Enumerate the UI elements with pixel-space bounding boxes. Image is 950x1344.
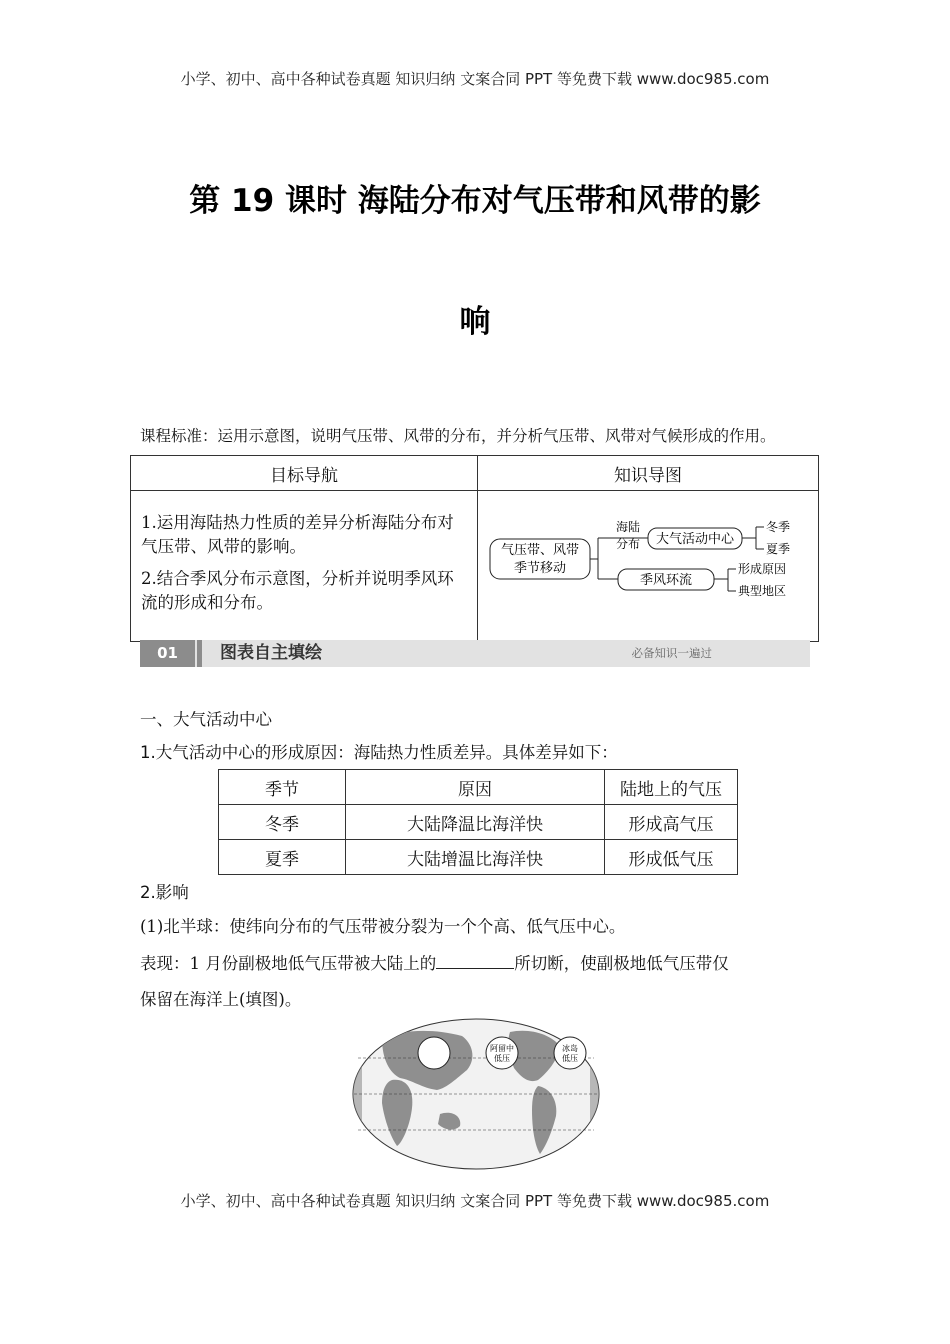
iceland-low-circle: [554, 1037, 586, 1069]
table-header-row: [219, 770, 738, 805]
monsoon-cause-label: 形成原因: [738, 562, 787, 576]
table-header-cell: 季节: [219, 770, 346, 805]
item2-expression-line2: 保留在海洋上(填图)。: [140, 990, 302, 1009]
page-title-line2: 响: [459, 304, 491, 340]
monsoon-label: 季风环流: [639, 573, 693, 588]
section-label: 图表自主填绘: [220, 643, 322, 663]
table-cell: 形成低气压: [605, 840, 738, 875]
aleutian-low-circle: [486, 1037, 518, 1069]
item1-lead: 1.大气活动中心的形成原因：: [140, 743, 354, 762]
mindmap-header: 知识导图: [478, 456, 819, 491]
branch-label-1: 海陆: [615, 520, 641, 534]
table-row: [219, 805, 738, 840]
curriculum-standard: 课程标准：运用示意图，说明气压带、风带的分布，并分析气压带、风带对气候形成的作用。: [140, 427, 776, 445]
page-title-line1: 第 19 课时 海陆分布对气压带和风带的影: [189, 183, 761, 219]
section-note: 必备知识一遍过: [631, 646, 712, 660]
iceland-low-label-1: 冰岛: [562, 1044, 578, 1053]
item1-paragraph: [140, 739, 618, 763]
table-header-cell: 原因: [346, 770, 605, 805]
goal-item: 1.运用海陆热力性质的差异分析海陆分布对气压带、风带的影响。: [141, 513, 454, 556]
table-cell: 大陆降温比海洋快: [346, 805, 605, 840]
goal-list: [131, 491, 478, 642]
branch-label-2: 分布: [615, 537, 641, 551]
summer-label: 夏季: [766, 542, 791, 556]
goal-nav-header: 目标导航: [131, 456, 478, 491]
blank-circle-fill-in[interactable]: [418, 1037, 450, 1069]
expression-before: 表现：1 月份副极地低气压带被大陆上的: [140, 954, 437, 973]
item1-text: 海陆热力性质差异。具体差异如下：: [353, 743, 618, 762]
monsoon-region-label: 典型地区: [738, 584, 787, 598]
mindmap-root-line1: 气压带、风带: [500, 543, 580, 558]
table-cell: 大陆增温比海洋快: [346, 840, 605, 875]
activity-center-label: 大气活动中心: [655, 532, 735, 547]
page-footer: 小学、初中、高中各种试卷真题 知识归纳 文案合同 PPT 等免费下载 www.doc985.com: [180, 1192, 770, 1210]
expression-after: 所切断，使副极地低气压带仅: [514, 954, 729, 973]
iceland-low-label-2: 低压: [562, 1054, 578, 1063]
season-table: [218, 769, 738, 875]
table-cell: 冬季: [219, 805, 346, 840]
aleutian-low-label-1: 阿留中: [490, 1044, 514, 1053]
fill-in-blank[interactable]: [436, 952, 514, 969]
table-header-cell: 陆地上的气压: [605, 770, 738, 805]
aleutian-low-label-2: 低压: [494, 1054, 510, 1063]
section-band: [140, 640, 810, 667]
winter-label: 冬季: [766, 520, 791, 534]
section-divider: [197, 640, 202, 667]
item2-expression: [140, 950, 729, 974]
table-cell: 形成高气压: [605, 805, 738, 840]
knowledge-mindmap: [478, 491, 819, 642]
item2-1-text: (1)北半球：使纬向分布的气压带被分裂为一个个高、低气压中心。: [140, 917, 626, 936]
section-number: 01: [140, 640, 195, 667]
item2-heading: 2.影响: [140, 883, 189, 902]
mindmap-root-line2: 季节移动: [513, 561, 567, 576]
guide-table: [130, 455, 819, 642]
table-cell: 夏季: [219, 840, 346, 875]
page-header: 小学、初中、高中各种试卷真题 知识归纳 文案合同 PPT 等免费下载 www.doc985.com: [180, 70, 770, 88]
goal-item: 2.结合季风分布示意图，分析并说明季风环流的形成和分布。: [141, 569, 454, 612]
section1-heading: 一、大气活动中心: [140, 710, 272, 729]
world-map: [352, 1018, 600, 1170]
table-row: [219, 840, 738, 875]
